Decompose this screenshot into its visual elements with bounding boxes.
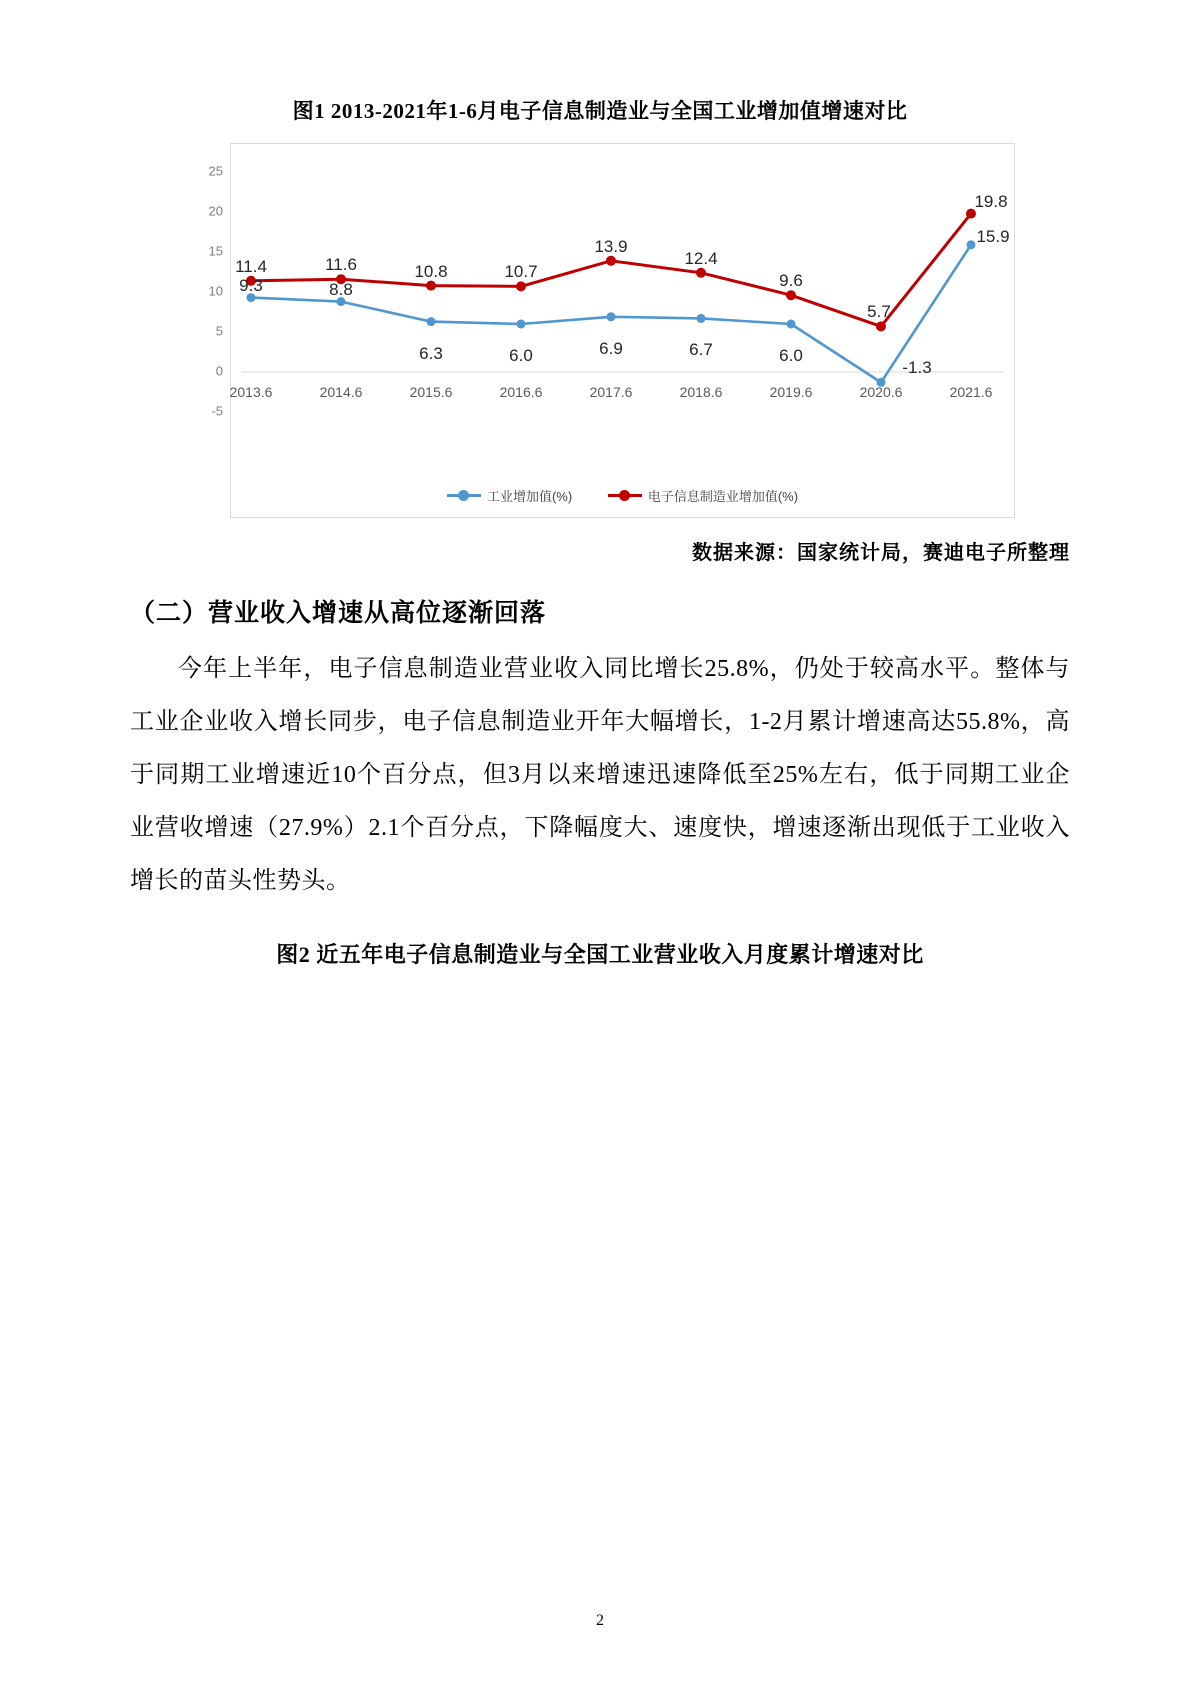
- section-heading: （二）营业收入增速从高位逐渐回落: [130, 600, 547, 627]
- data-point-label: 11.6: [325, 255, 357, 275]
- y-axis-tick: 0: [215, 363, 223, 379]
- legend-item-0: [447, 486, 572, 505]
- x-axis-tick: 2020.6: [859, 384, 903, 400]
- y-axis-tick: 25: [208, 163, 223, 179]
- x-axis-tick: 2015.6: [409, 384, 453, 400]
- data-point-label: 9.3: [239, 275, 263, 295]
- legend-label-industrial: 工业增加值(%): [486, 489, 573, 504]
- data-point-label: 11.4: [235, 256, 267, 276]
- data-point-label: 19.8: [974, 191, 1008, 211]
- data-point-label: 6.0: [509, 346, 533, 365]
- y-axis-tick: -5: [211, 403, 223, 419]
- x-axis-tick: 2014.6: [319, 384, 363, 400]
- figure2-title: 图2 近五年电子信息制造业与全国工业营业收入月度累计增速对比: [276, 942, 924, 967]
- data-point-label: 6.7: [689, 340, 713, 360]
- chart-inner: [231, 144, 1014, 517]
- data-point-label: 10.8: [414, 261, 448, 281]
- x-axis-tick: 2021.6: [949, 384, 993, 400]
- y-axis-tick: 15: [208, 243, 223, 259]
- x-axis-tick: 2013.6: [229, 384, 273, 400]
- y-axis-tick: 5: [215, 323, 223, 339]
- x-axis-tick: 2019.6: [769, 384, 813, 400]
- chart-plot-frame: [230, 143, 1015, 518]
- body-paragraph: 今年上半年，电子信息制造业营业收入同比增长25.8%，仍处于较高水平。整体与工业企业收入增长同步，电子信息制造业开年大幅增长，1-2月累计增速高达55.8%，高于同期工业增速近10个百分点，但3月以来增速迅速降低至25%左右，低于同期工业企业营收增速（27.9%）2.1个百分点，下降幅度大、速度快，增速逐渐出现低于工业收入增长的苗头性势头。: [130, 656, 1070, 894]
- data-point-label: 6.3: [419, 343, 443, 363]
- data-point-label: 6.0: [779, 346, 803, 365]
- legend-item-1: [608, 486, 798, 505]
- data-point-label: 6.9: [599, 338, 623, 358]
- figure1-title: 图1 2013-2021年1-6月电子信息制造业与全国工业增加值增速对比: [292, 99, 908, 123]
- page-content: [130, 95, 1070, 969]
- data-point-label: 9.6: [779, 271, 803, 291]
- page-number: 2: [596, 1612, 604, 1629]
- data-point-label: 12.4: [684, 248, 718, 268]
- x-axis-tick: 2016.6: [499, 384, 543, 400]
- data-point-label: 5.7: [867, 302, 891, 322]
- x-axis-tick: 2017.6: [589, 384, 633, 400]
- data-point-label: 13.9: [594, 236, 628, 256]
- figure1-source: 数据来源：国家统计局，赛迪电子所整理: [692, 542, 1070, 564]
- y-axis-tick: 20: [208, 203, 223, 219]
- data-point-label: 10.7: [504, 262, 538, 282]
- data-point-label: 8.8: [329, 279, 353, 299]
- figure1-chart: [185, 143, 1015, 518]
- chart-svg: [231, 144, 1016, 517]
- data-point-label: 15.9: [976, 226, 1010, 246]
- x-axis-tick: 2018.6: [679, 384, 723, 400]
- chart-legend: [231, 486, 1014, 505]
- legend-label-electronics: 电子信息制造业增加值(%): [647, 489, 799, 504]
- legend-swatch-industrial: [447, 494, 481, 497]
- y-axis-tick: 10: [208, 283, 223, 299]
- data-point-label: -1.3: [902, 358, 932, 378]
- legend-swatch-electronics: [608, 494, 642, 497]
